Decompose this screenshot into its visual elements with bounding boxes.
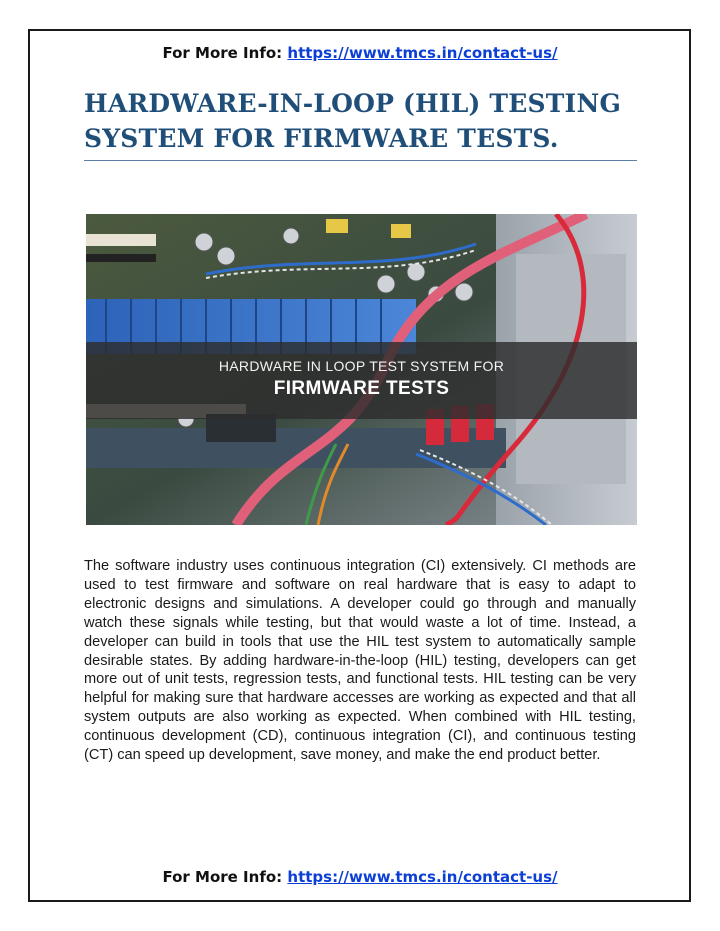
header-info-line <box>0 44 720 62</box>
hero-caption-line1: HARDWARE IN LOOP TEST SYSTEM FOR <box>218 358 505 374</box>
title-divider <box>84 160 637 161</box>
header-info-label: For More Info: <box>162 44 283 62</box>
footer-info-line <box>0 868 720 886</box>
hero-caption-banner <box>86 342 637 419</box>
footer-contact-link[interactable]: https://www.tmcs.in/contact-us/ <box>287 868 558 886</box>
hero-image <box>86 214 637 525</box>
header-contact-link[interactable]: https://www.tmcs.in/contact-us/ <box>287 44 558 62</box>
body-paragraph: The software industry uses continuous integration (CI) extensively. CI methods are used to test firmware and software on real hardware that is easy to adapt to electronic designs and simulations. A developer could go through and manually watch these signals while testing, but that would waste a lot of time. Instead, a developer can build in tools that use the HIL test system to automatically sample desirable states. By adding hardware-in-the-loop (HIL) testing, developers can get more out of unit tests, regression tests, and functional tests. HIL testing can be very helpful for making sure that hardware accesses are working as expected and that all system outputs are also working as expected. When combined with HIL testing, continuous development (CD), continuous integration (CI), and continuous testing (CT) can speed up development, save money, and make the end product better. <box>84 558 636 764</box>
document-title: HARDWARE-IN-LOOP (HIL) TESTING SYSTEM FOR FIRMWARE TESTS. <box>84 89 622 153</box>
footer-info-label: For More Info: <box>162 868 283 886</box>
hero-caption-line2: FIRMWARE TESTS <box>273 378 450 399</box>
